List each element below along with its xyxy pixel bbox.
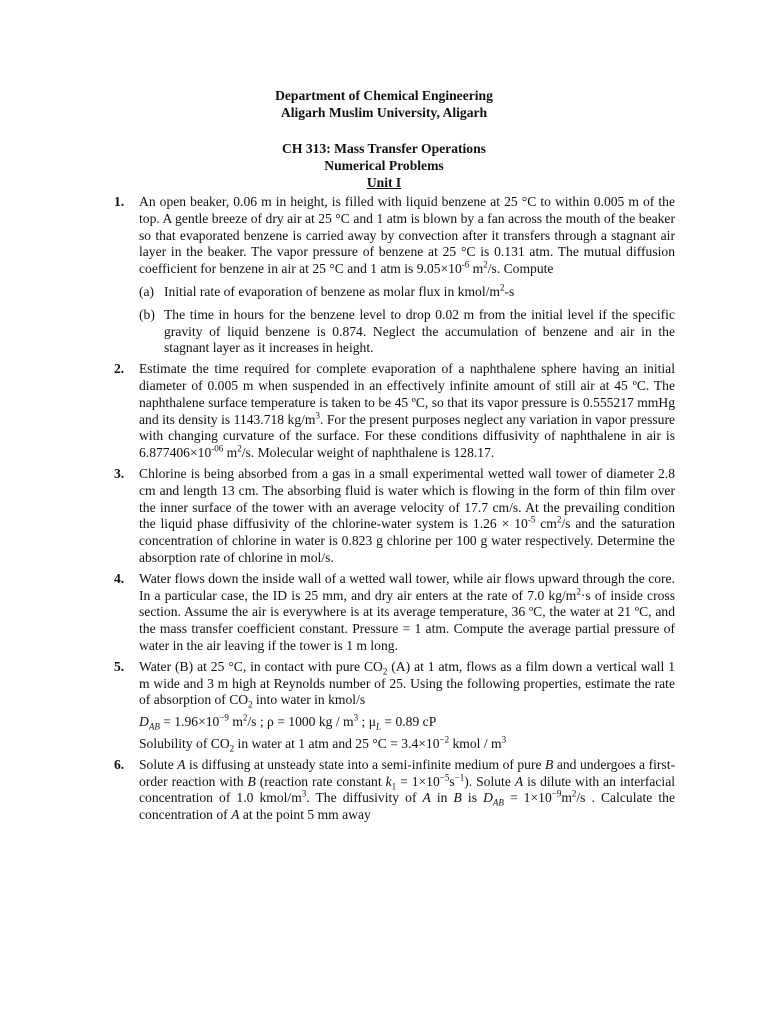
problem-2 [114, 361, 675, 462]
course-title: CH 313: Mass Transfer Operations [282, 141, 486, 156]
problem-3 [114, 466, 675, 567]
problem-number: 5. [114, 658, 125, 674]
subquestion-b: (b) The time in hours for the benzene level to drop 0.02 m from the initial level if the specific gravity of liquid benzene is 0.874. Neglect the accumulation of benzene and air in the stagnant layer as it increases in height. [139, 306, 675, 356]
subquestion-a: (a) Initial rate of evaporation of benzene as molar flux in kmol/$m^2-s$ [139, 282, 515, 299]
problem-number: 6. [114, 756, 125, 772]
problem-4 [114, 571, 675, 655]
problem-1 [114, 194, 675, 357]
document-header [0, 87, 768, 191]
problem-number: 3. [114, 465, 125, 481]
problem-text: Estimate the time required for complete evaporation of a naphthalene sphere having an initial diameter of 0.005 m when suspended in an effectively infinite amount of still air at 45 ºC. The naphthalene surface temperature is taken to be 45 ºC, so that its vapor pressure is 0.555217 mmHg and its density is 1143.718 $kg/m^3$. For the present purposes neglect any variation in vapor pressure with changing curvature of the surface. For these conditions diffusivity of naphthalene in air is $6.877406\times 10^{-06}$ $m^2/s$. Molecular weight of naphthalene is 128.17. [139, 361, 676, 461]
problem-6 [114, 757, 675, 824]
department-title: Department of Chemical Engineering [275, 88, 493, 103]
university-title: Aligarh Muslim University, Aligarh [280, 105, 488, 120]
unit-heading: Unit I [366, 175, 402, 190]
problem-number: 1. [114, 194, 125, 209]
problem-number: 4. [114, 570, 125, 586]
problem-text: Water flows down the inside wall of a wetted wall tower, while air flows upward through the core. In a particular case, the ID is 25 mm, and dry air enters at the rate of 7.0 $kg/m^2\cdot s$ of inside cross section. Assume the air is everywhere is at its average temperature, 36 ºC, the water at 21 ºC, and the mass transfer coefficient constant. Pressure = 1 atm. Compute the average partial pressure of water in the air leaving if the tower is 1 m long. [139, 570, 675, 653]
problem-list [114, 194, 675, 828]
problem-text: Chlorine is being absorbed from a gas in a small experimental wetted wall tower of diameter 2.8 cm and length 13 cm. The absorbing fluid is water which is flowing in the form of thin film over the inner surface of the tower with an average velocity of 17.7 cm/s. At the prevailing condition the liquid phase diffusivity of the chlorine-water system is $1.26 \times 10^{-5}$ $cm^2/s$ and the saturation concentration of chlorine in water is 0.823 g chlorine per 100 g water respectively. Determine the absorption rate of chlorine in mol/s. [139, 465, 675, 565]
problem-5 [114, 659, 675, 753]
problem-number: 2. [114, 361, 125, 377]
equation-solubility: Solubility of $CO_2$ in water at 1 atm and 25 $^\circ C = 3.4\times 10^{-2}$ kmol / $m^3$ [139, 734, 507, 754]
problem-text: Solute A is diffusing at unsteady state into a semi-infinite medium of pure B and undergoes a first-order reaction with B (reaction rate constant $k_1 = 1\times 10^{-5}s^{-1}$). Solute A is dilute with an interfacial concentration of 1.0 kmol/$m^3$. The diffusivity of A in B is $D_{AB} = 1\times 10^{-9}m^2/s$ . Calculate the concentration of A at the point 5 mm away [139, 756, 676, 823]
subtitle: Numerical Problems [324, 158, 444, 173]
problem-text: Water (B) at 25 °C, in contact with pure $CO_2$ (A) at 1 atm, flows as a film down a vertical wall 1 m wide and 3 m high at Reynolds number of 25. Using the following properties, estimate the rate of absorption of $CO_2$ into water in kmol/s [139, 658, 676, 711]
equation-properties: $D_{AB} = 1.96\times 10^{-9}$ $m^2/s$ ; ρ = 1000 kg / $m^3$ ; $\mu_L = 0.89$ cP [139, 712, 437, 732]
problem-text: An open beaker, 0.06 m in height, is filled with liquid benzene at 25 °C to within 0.005 m of the top. A gentle breeze of dry air at 25 °C and 1 atm is blown by a fan across the mouth of the beaker so that evaporated benzene is carried away by convection after it transfers through a stagnant air layer in the beaker. The vapor pressure of benzene at 25 °C is 0.131 atm. The mutual diffusion coefficient for benzene in air at 25 °C and 1 atm is $9.05\times 10^{-6}$ $m^2/s$. Compute [139, 194, 675, 277]
